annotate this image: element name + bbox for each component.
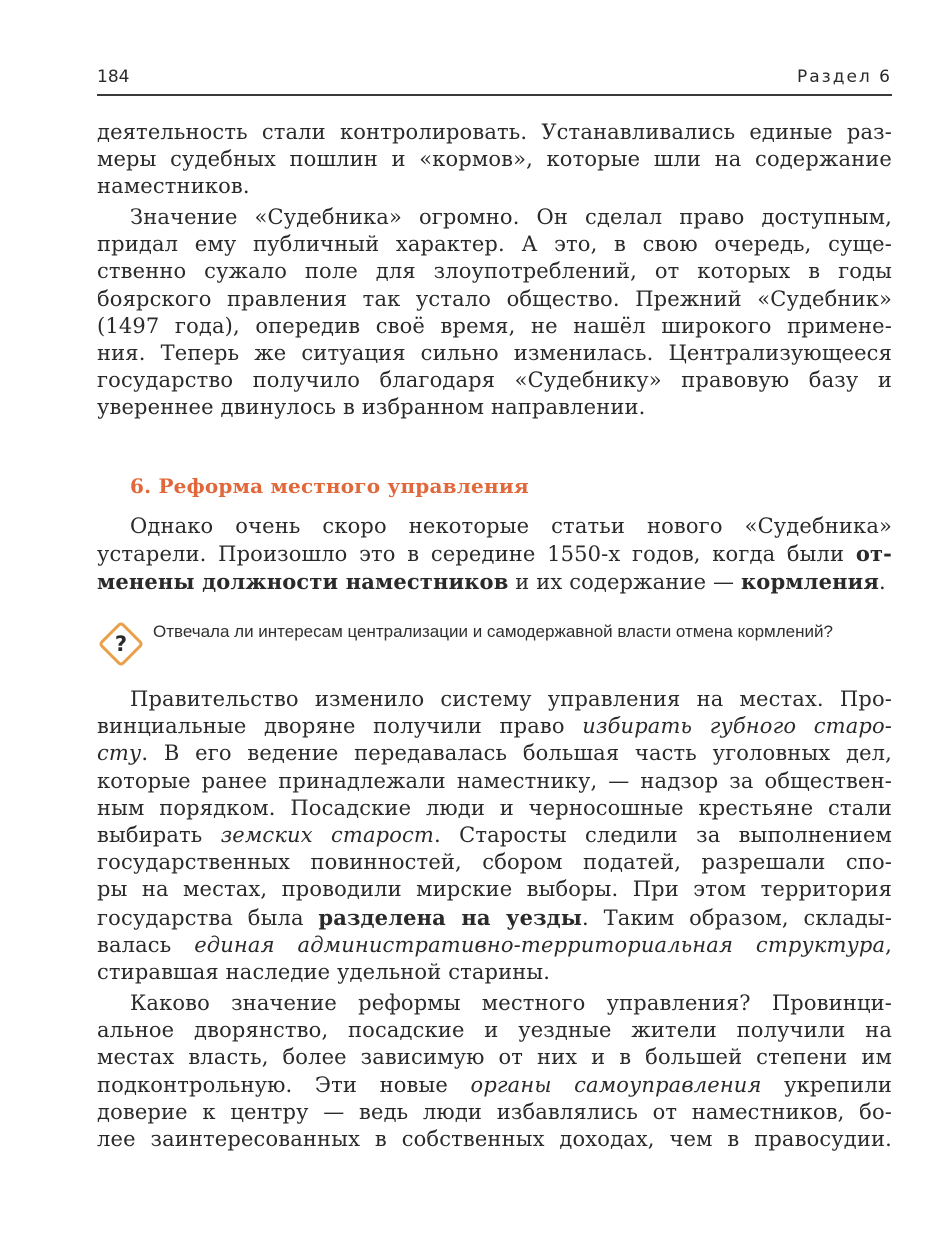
text-line: государственных повинностей, сбором податей, разрешали спо- [97, 850, 892, 875]
text-line: государства была разделена на уезды. Таким образом, склады- [97, 904, 892, 930]
text-line: стиравшая наследие удельной старины. [97, 960, 551, 985]
paragraph-3 [97, 513, 892, 597]
paragraph-2 [97, 204, 892, 422]
bold-term: от- [855, 541, 892, 567]
text-line: сту. В его ведение передавалась большая часть уголовных дел, [97, 741, 892, 766]
text-line: Однако очень скоро некоторые статьи нового «Судебника» [130, 514, 892, 538]
text-line: лее заинтересованных в собственных доходах, чем в правосудии. [97, 1127, 892, 1152]
text-line: подконтрольную. Эти новые органы самоуправления укрепили [97, 1072, 892, 1097]
paragraph-4 [97, 686, 892, 986]
text-line: устарели. Произошло это в середине 1550-х годов, когда были от- [97, 541, 892, 567]
text-line: валась единая административно-территориальная структура, [97, 932, 892, 957]
text-line: менены должности наместников и их содержание — кормления. [97, 569, 886, 595]
page-header [97, 66, 892, 96]
text-line: увереннее двинулось в избранном направлении. [97, 395, 646, 420]
text-line: ным порядком. Посадские люди и черносошные крестьяне стали [97, 795, 892, 820]
text-line: доверие к центру — ведь люди избавлялись от наместников, бо- [97, 1099, 892, 1124]
paragraph-5 [97, 990, 892, 1153]
paragraph-1 [97, 119, 892, 201]
page-number: 184 [97, 67, 130, 87]
italic-term: органы самоуправления [470, 1072, 762, 1097]
text-line: деятельность стали контролировать. Устанавливались единые раз- [97, 120, 892, 144]
bold-term: менены должности наместников [97, 569, 509, 595]
text-line: меры судебных пошлин и «кормов», которые шли на содержание [97, 147, 892, 172]
text-line: придал ему публичный характер. А это, в свою очередь, суще- [97, 232, 892, 257]
italic-term: избирать губного старо- [582, 714, 892, 739]
question-diamond-icon [97, 620, 145, 668]
text-line: Правительство изменило систему управления на местах. Про- [130, 687, 892, 711]
text-line: ния. Теперь же ситуация сильно изменилась. Централизующееся [97, 341, 892, 366]
bold-term: разделена на уезды [318, 904, 583, 930]
text-line: которые ранее принадлежали наместнику, — надзор за обществен- [97, 768, 892, 793]
text-line: Каково значение реформы местного управления? Провинци- [130, 991, 892, 1015]
question-block [97, 620, 892, 670]
section-heading: 6. Реформа местного управления [130, 474, 529, 498]
text-line: наместников. [97, 174, 250, 199]
text-line: государство получило благодаря «Судебнику» правовую базу и [97, 368, 892, 393]
bold-term: кормления [740, 569, 880, 595]
text-line: винциальные дворяне получили право избирать губного старо- [97, 714, 892, 739]
question-text: Отвечала ли интересам централизации и самодержавной власти отмена кормлений? [153, 622, 833, 641]
text-line: ственно сужало поле для злоупотреблений, от которых в годы [97, 259, 892, 284]
section-label: Раздел 6 [796, 67, 892, 87]
text-line: (1497 года), опередив своё время, не нашёл широкого примене- [97, 313, 892, 338]
text-line: местах власть, более зависимую от них и в большей степени им [97, 1045, 892, 1070]
italic-term: сту [97, 741, 142, 766]
svg-text:?: ? [114, 632, 128, 656]
text-line: ры на местах, проводили мирские выборы. При этом территория [97, 877, 892, 902]
text-line: боярского правления так устало общество. Прежний «Судебник» [97, 286, 892, 311]
text-line: Значение «Судебника» огромно. Он сделал право доступным, [130, 205, 892, 229]
italic-term: единая административно-территориальная структура [194, 932, 886, 957]
text-line: альное дворянство, посадские и уездные жители получили на [97, 1018, 892, 1043]
italic-term: земских старост [220, 823, 434, 848]
text-line: выбирать земских старост. Старосты следили за выполнением [97, 823, 893, 848]
